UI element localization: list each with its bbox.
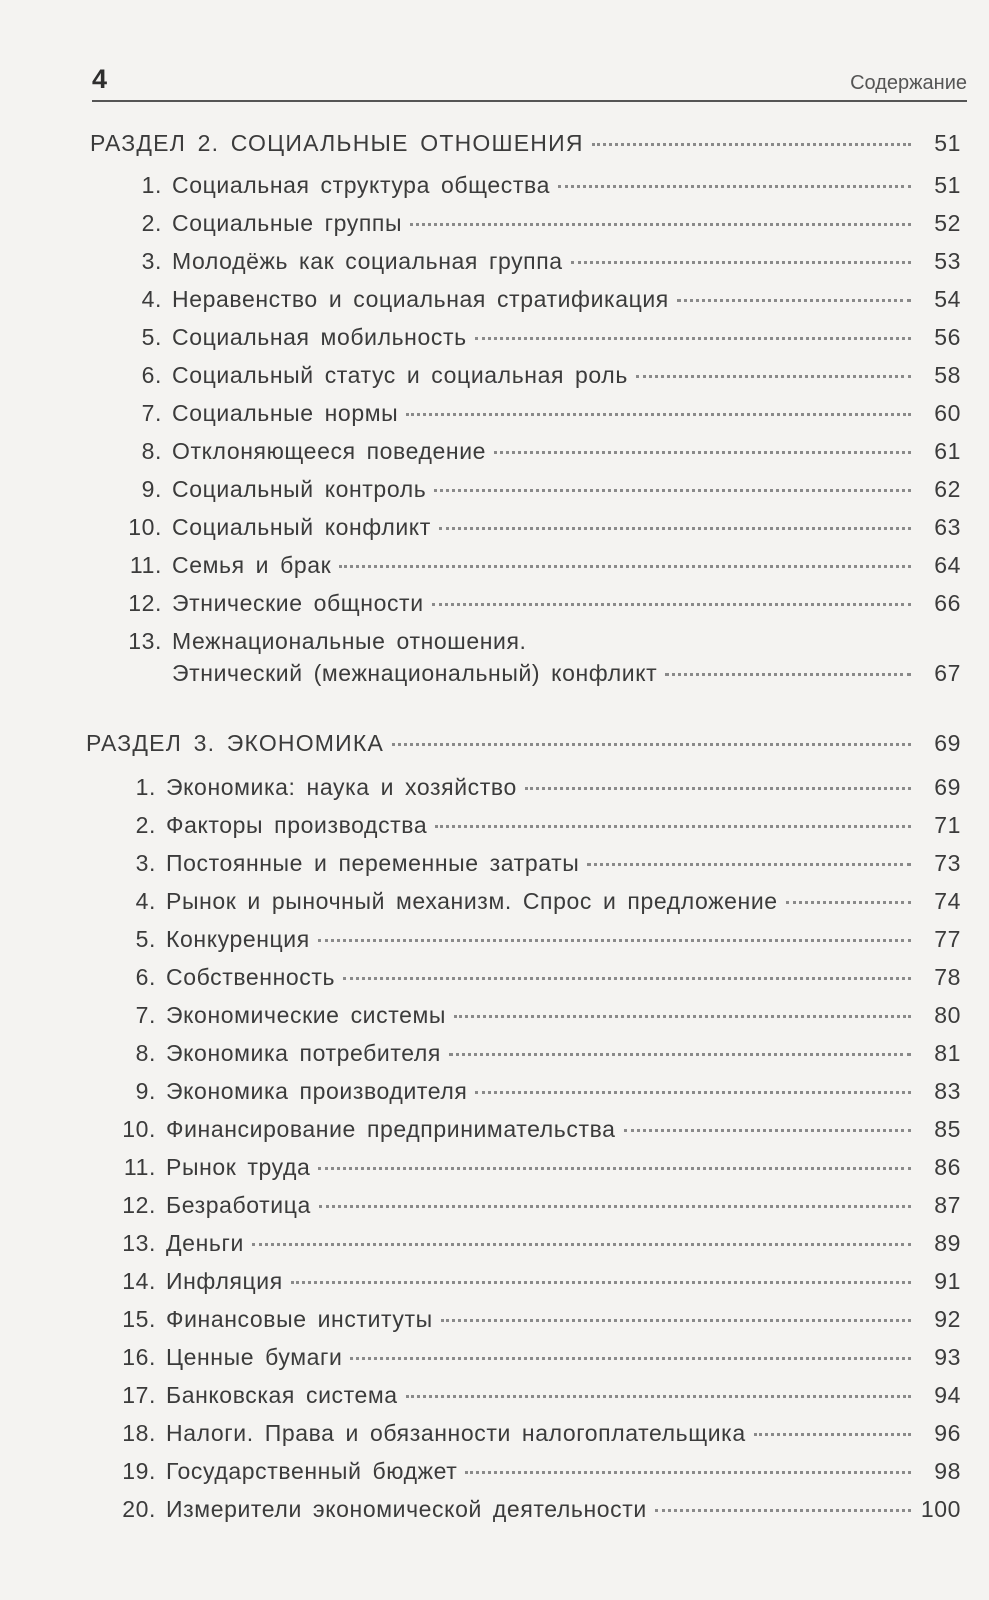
entry-page-number: 83 [934,1078,961,1104]
dot-leader [434,489,911,492]
entry-title: Семья и брак [172,552,332,578]
section-title: РАЗДЕЛ 3. ЭКОНОМИКА [86,730,385,756]
toc-entry [112,1078,961,1105]
entry-number: 4. [141,286,162,312]
entry-page-number: 62 [934,476,961,502]
entry-page-number: 87 [934,1192,961,1218]
entry-number: 14. [122,1268,156,1294]
toc-entry [112,1192,961,1219]
toc-entry [112,1382,961,1409]
entry-title: Постоянные и переменные затраты [166,850,580,876]
entry-title: Молодёжь как социальная группа [172,248,563,274]
dot-leader [350,1357,911,1360]
entry-number: 3. [141,248,162,274]
entry-number: 1. [135,774,156,800]
entry-title: Собственность [166,964,336,990]
entry-title: Социальные группы [172,210,403,236]
entry-page-number: 64 [934,552,961,578]
dot-leader [571,261,911,264]
entry-page-number: 91 [934,1268,961,1294]
entry-number: 10. [122,1116,156,1142]
dot-leader [475,1091,911,1094]
toc-entry [118,400,961,427]
dot-leader [343,977,911,980]
toc-entry [118,210,961,237]
entry-title: Экономика производителя [166,1078,468,1104]
dot-leader [449,1053,911,1056]
toc-entry [112,1268,961,1295]
entry-title: Социальные нормы [172,400,399,426]
entry-title: Экономика: наука и хозяйство [166,774,517,800]
dot-leader [665,673,911,676]
toc-section-heading [86,730,961,757]
entry-page-number: 93 [934,1344,961,1370]
toc-entry [112,1002,961,1029]
toc-entry [112,1116,961,1143]
toc-entry [112,1154,961,1181]
entry-number: 8. [141,438,162,464]
entry-number: 19. [122,1458,156,1484]
running-title: Содержание [850,72,967,94]
entry-page-number: 60 [934,400,961,426]
entry-page-number: 73 [934,850,961,876]
entry-title: Факторы производства [166,812,428,838]
toc-entry [118,590,961,617]
entry-title: Финансовые институты [166,1306,433,1332]
entry-title: Социальный контроль [172,476,427,502]
entry-title: Налоги. Права и обязанности налогоплательщика [166,1420,746,1446]
entry-number: 10. [128,514,162,540]
entry-number: 1. [141,172,162,198]
entry-number: 8. [135,1040,156,1066]
toc-entry [112,850,961,877]
entry-number: 12. [128,590,162,616]
entry-number: 9. [135,1078,156,1104]
section-page-number: 69 [934,730,961,756]
entry-number: 12. [122,1192,156,1218]
dot-leader [624,1129,911,1132]
dot-leader [406,413,911,416]
dot-leader [754,1433,911,1436]
entry-page-number: 94 [934,1382,961,1408]
entry-title: Измерители экономической деятельности [166,1496,647,1522]
toc-entry [118,438,961,465]
entry-page-number: 51 [934,172,961,198]
entry-title: Рынок и рыночный механизм. Спрос и предложение [166,888,778,914]
entry-number: 13. [128,628,162,654]
page-number: 4 [92,64,108,94]
toc-entry [118,552,961,579]
entry-title: Финансирование предпринимательства [166,1116,616,1142]
dot-leader [410,223,911,226]
toc-entry [112,964,961,991]
entry-page-number: 80 [934,1002,961,1028]
dot-leader [319,1205,911,1208]
entry-page-number: 85 [934,1116,961,1142]
entry-number: 6. [135,964,156,990]
dot-leader [252,1243,911,1246]
entry-title: Государственный бюджет [166,1458,458,1484]
entry-page-number: 67 [934,660,961,686]
entry-page-number: 63 [934,514,961,540]
entry-page-number: 89 [934,1230,961,1256]
toc-entry-first-line [118,628,527,655]
toc-entry [112,926,961,953]
toc-entry [118,248,961,275]
entry-title: Отклоняющееся поведение [172,438,487,464]
entry-page-number: 58 [934,362,961,388]
dot-leader [677,299,911,302]
toc-entry [112,1040,961,1067]
dot-leader [525,787,911,790]
toc-entry [112,1458,961,1485]
entry-title: Социальный конфликт [172,514,431,540]
dot-leader [439,527,911,530]
dot-leader [636,375,911,378]
entry-page-number: 98 [934,1458,961,1484]
entry-number: 11. [129,552,162,578]
entry-number: 20. [122,1496,156,1522]
entry-title: Рынок труда [166,1154,311,1180]
dot-leader [441,1319,911,1322]
entry-page-number: 52 [934,210,961,236]
entry-title: Межнациональные отношения. [172,628,527,654]
entry-title: Социальная мобильность [172,324,467,350]
entry-title: Этнические общности [172,590,424,616]
toc-entry [118,514,961,541]
toc-entry [118,172,961,199]
entry-number: 11. [123,1154,156,1180]
entry-page-number: 53 [934,248,961,274]
entry-title: Экономические системы [166,1002,447,1028]
entry-title: Безработица [166,1192,311,1218]
dot-leader [454,1015,911,1018]
dot-leader [494,451,911,454]
toc-entry [118,286,961,313]
dot-leader [291,1281,911,1284]
entry-page-number: 54 [934,286,961,312]
dot-leader [558,185,911,188]
entry-page-number: 71 [934,812,961,838]
entry-number: 3. [135,850,156,876]
entry-number: 7. [141,400,162,426]
entry-title: Ценные бумаги [166,1344,343,1370]
dot-leader [432,603,911,606]
entry-page-number: 61 [934,438,961,464]
entry-number: 18. [122,1420,156,1446]
toc-entry [118,660,961,687]
dot-leader [318,939,911,942]
entry-number: 13. [122,1230,156,1256]
entry-number: 6. [141,362,162,388]
dot-leader [465,1471,911,1474]
toc-entry [112,1230,961,1257]
entry-number: 2. [141,210,162,236]
entry-number: 5. [135,926,156,952]
entry-page-number: 78 [934,964,961,990]
entry-title: Социальная структура общества [172,172,550,198]
section-title: РАЗДЕЛ 2. СОЦИАЛЬНЫЕ ОТНОШЕНИЯ [90,130,584,156]
entry-number: 9. [141,476,162,502]
entry-page-number: 66 [934,590,961,616]
toc-entry [112,812,961,839]
entry-number: 7. [135,1002,156,1028]
entry-page-number: 81 [934,1040,961,1066]
dot-leader [392,743,911,746]
entry-title: Конкуренция [166,926,310,952]
entry-title: Банковская система [166,1382,398,1408]
entry-number: 17. [122,1382,156,1408]
entry-title: Социальный статус и социальная роль [172,362,628,388]
entry-page-number: 74 [934,888,961,914]
dot-leader [318,1167,911,1170]
dot-leader [786,901,911,904]
entry-page-number: 92 [934,1306,961,1332]
toc-entry [112,1306,961,1333]
running-head [92,62,967,102]
toc-entry [118,476,961,503]
toc-entry [118,362,961,389]
dot-leader [435,825,911,828]
entry-title: Деньги [166,1230,244,1256]
dot-leader [587,863,911,866]
toc-entry [112,1344,961,1371]
toc-entry [112,1496,961,1523]
entry-number: 2. [135,812,156,838]
entry-number: 4. [135,888,156,914]
dot-leader [655,1509,911,1512]
toc-entry [112,1420,961,1447]
section-page-number: 51 [934,130,961,156]
entry-page-number: 56 [934,324,961,350]
entry-page-number: 96 [934,1420,961,1446]
toc-entry [118,324,961,351]
toc-section-heading [90,130,961,157]
dot-leader [592,143,911,146]
entry-page-number: 100 [920,1496,961,1522]
toc-entry [112,888,961,915]
dot-leader [339,565,911,568]
entry-title-continuation: Этнический (межнациональный) конфликт [172,660,658,686]
dot-leader [406,1395,911,1398]
entry-number: 16. [122,1344,156,1370]
entry-page-number: 86 [934,1154,961,1180]
dot-leader [475,337,911,340]
entry-page-number: 69 [934,774,961,800]
entry-number: 15. [122,1306,156,1332]
entry-title: Экономика потребителя [166,1040,441,1066]
entry-page-number: 77 [934,926,961,952]
toc-entry [112,774,961,801]
entry-title: Инфляция [166,1268,283,1294]
entry-number: 5. [141,324,162,350]
entry-title: Неравенство и социальная стратификация [172,286,669,312]
